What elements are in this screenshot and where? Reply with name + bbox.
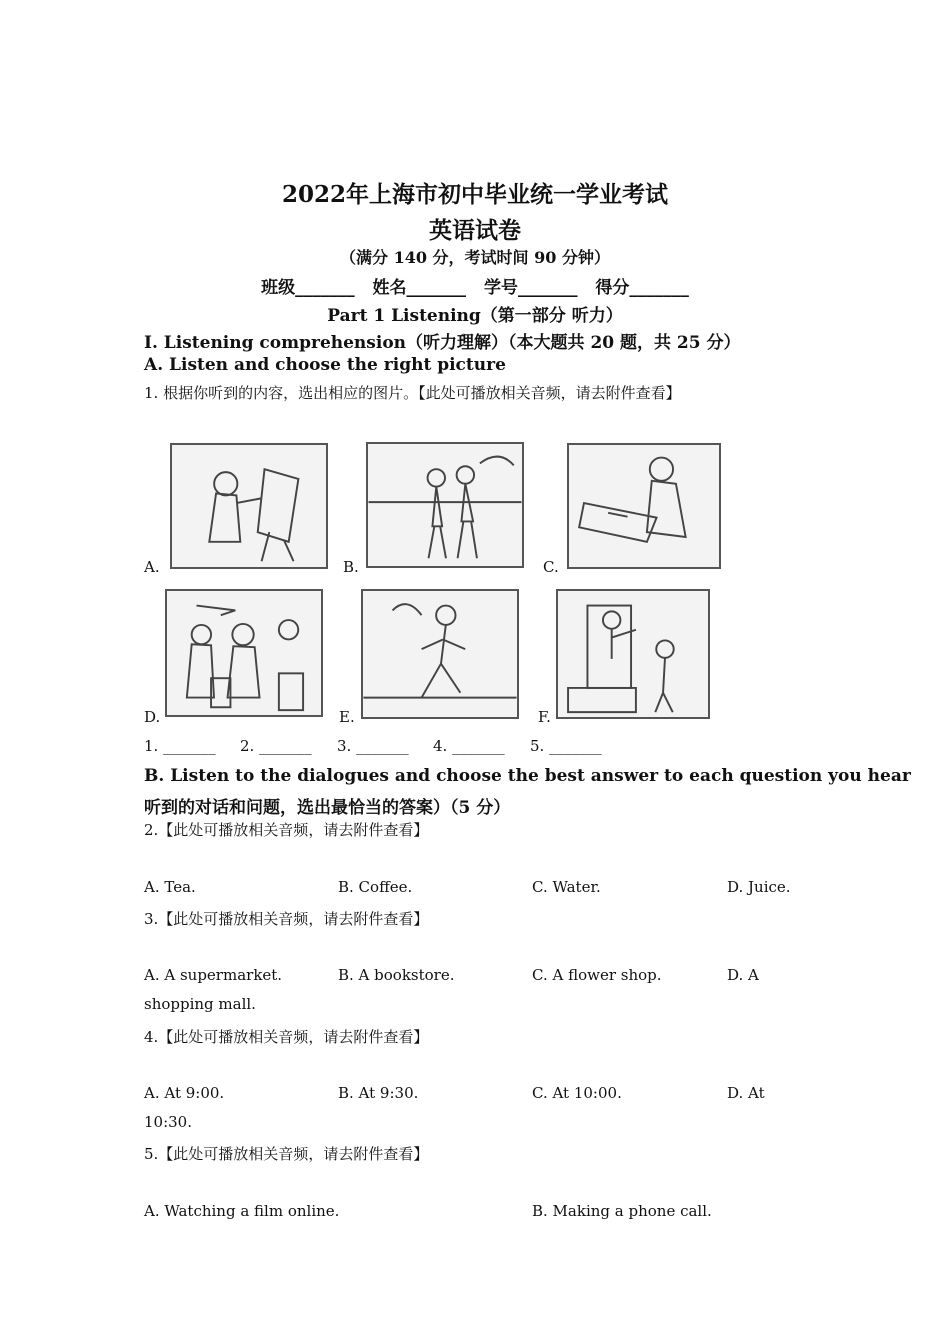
question-5-prompt: 5.【此处可播放相关音频，请去附件查看】 bbox=[144, 1145, 429, 1163]
exam-note: （满分 140 分，考试时间 90 分钟） bbox=[340, 248, 610, 267]
question-5-option-a[interactable]: A. Watching a film online. bbox=[144, 1202, 340, 1220]
question-3-option-b[interactable]: B. A bookstore. bbox=[338, 966, 455, 984]
question-3-option-d[interactable]: D. A bbox=[727, 966, 759, 984]
picture-label-a: A. bbox=[144, 558, 160, 576]
question-2-option-b[interactable]: B. Coffee. bbox=[338, 878, 413, 896]
question-5-option-b[interactable]: B. Making a phone call. bbox=[532, 1202, 712, 1220]
question-3-option-a[interactable]: A. A supermarket. bbox=[144, 966, 283, 984]
question-2-prompt: 2.【此处可播放相关音频，请去附件查看】 bbox=[144, 821, 429, 839]
answer-blank-5[interactable]: 5. _______ bbox=[530, 737, 602, 755]
question-3-option-d-wrap: shopping mall. bbox=[144, 995, 256, 1013]
part-b-heading-line2: 听到的对话和问题，选出最恰当的答案）（5 分） bbox=[144, 798, 511, 818]
section-heading: I. Listening comprehension（听力理解）（本大题共 20 题，共 25 分） bbox=[144, 333, 741, 353]
answer-blank-2[interactable]: 2. _______ bbox=[240, 737, 312, 755]
picture-label-d: D. bbox=[144, 708, 161, 726]
question-4-option-d-wrap: 10:30. bbox=[144, 1113, 192, 1131]
question-1-instruction: 1. 根据你听到的内容，选出相应的图片。【此处可播放相关音频，请去附件查看】 bbox=[144, 384, 681, 402]
part-heading: Part 1 Listening（第一部分 听力） bbox=[327, 306, 623, 326]
question-2-option-d[interactable]: D. Juice. bbox=[727, 878, 791, 896]
question-4-option-c[interactable]: C. At 10:00. bbox=[532, 1084, 622, 1102]
question-3-option-c[interactable]: C. A flower shop. bbox=[532, 966, 662, 984]
girl-painting-icon[interactable] bbox=[170, 443, 328, 569]
boy-at-door-icon[interactable] bbox=[556, 589, 710, 719]
picture-label-b: B. bbox=[343, 558, 359, 576]
answer-blank-3[interactable]: 3. _______ bbox=[337, 737, 409, 755]
question-4-option-b[interactable]: B. At 9:30. bbox=[338, 1084, 419, 1102]
answer-blank-4[interactable]: 4. _______ bbox=[433, 737, 505, 755]
question-2-option-c[interactable]: C. Water. bbox=[532, 878, 601, 896]
boy-running-icon[interactable] bbox=[361, 589, 519, 719]
question-3-prompt: 3.【此处可播放相关音频，请去附件查看】 bbox=[144, 910, 429, 928]
kids-walking-icon[interactable] bbox=[366, 442, 524, 568]
name-field[interactable]: 姓名_______ bbox=[372, 278, 467, 298]
student-info-fields bbox=[0, 273, 950, 298]
question-2-option-a[interactable]: A. Tea. bbox=[144, 878, 196, 896]
class-field[interactable]: 班级_______ bbox=[261, 278, 355, 298]
man-at-desk-icon[interactable] bbox=[567, 443, 721, 569]
picture-label-c: C. bbox=[543, 558, 559, 576]
picture-label-f: F. bbox=[538, 708, 551, 726]
question-4-option-a[interactable]: A. At 9:00. bbox=[144, 1084, 225, 1102]
picture-label-e: E. bbox=[339, 708, 355, 726]
exam-subtitle: 英语试卷 bbox=[429, 217, 521, 244]
exam-title: 2022年上海市初中毕业统一学业考试 bbox=[281, 181, 668, 208]
question-4-prompt: 4.【此处可播放相关音频，请去附件查看】 bbox=[144, 1028, 429, 1046]
student-id-field[interactable]: 学号_______ bbox=[483, 278, 578, 298]
travelers-luggage-icon[interactable] bbox=[165, 589, 323, 717]
question-4-option-d[interactable]: D. At bbox=[727, 1084, 765, 1102]
part-a-heading: A. Listen and choose the right picture bbox=[144, 355, 506, 375]
answer-blank-1[interactable]: 1. _______ bbox=[144, 737, 216, 755]
part-b-heading-line1: B. Listen to the dialogues and choose the best answer to each question you hear bbox=[144, 766, 911, 786]
score-field[interactable]: 得分_______ bbox=[595, 278, 689, 298]
